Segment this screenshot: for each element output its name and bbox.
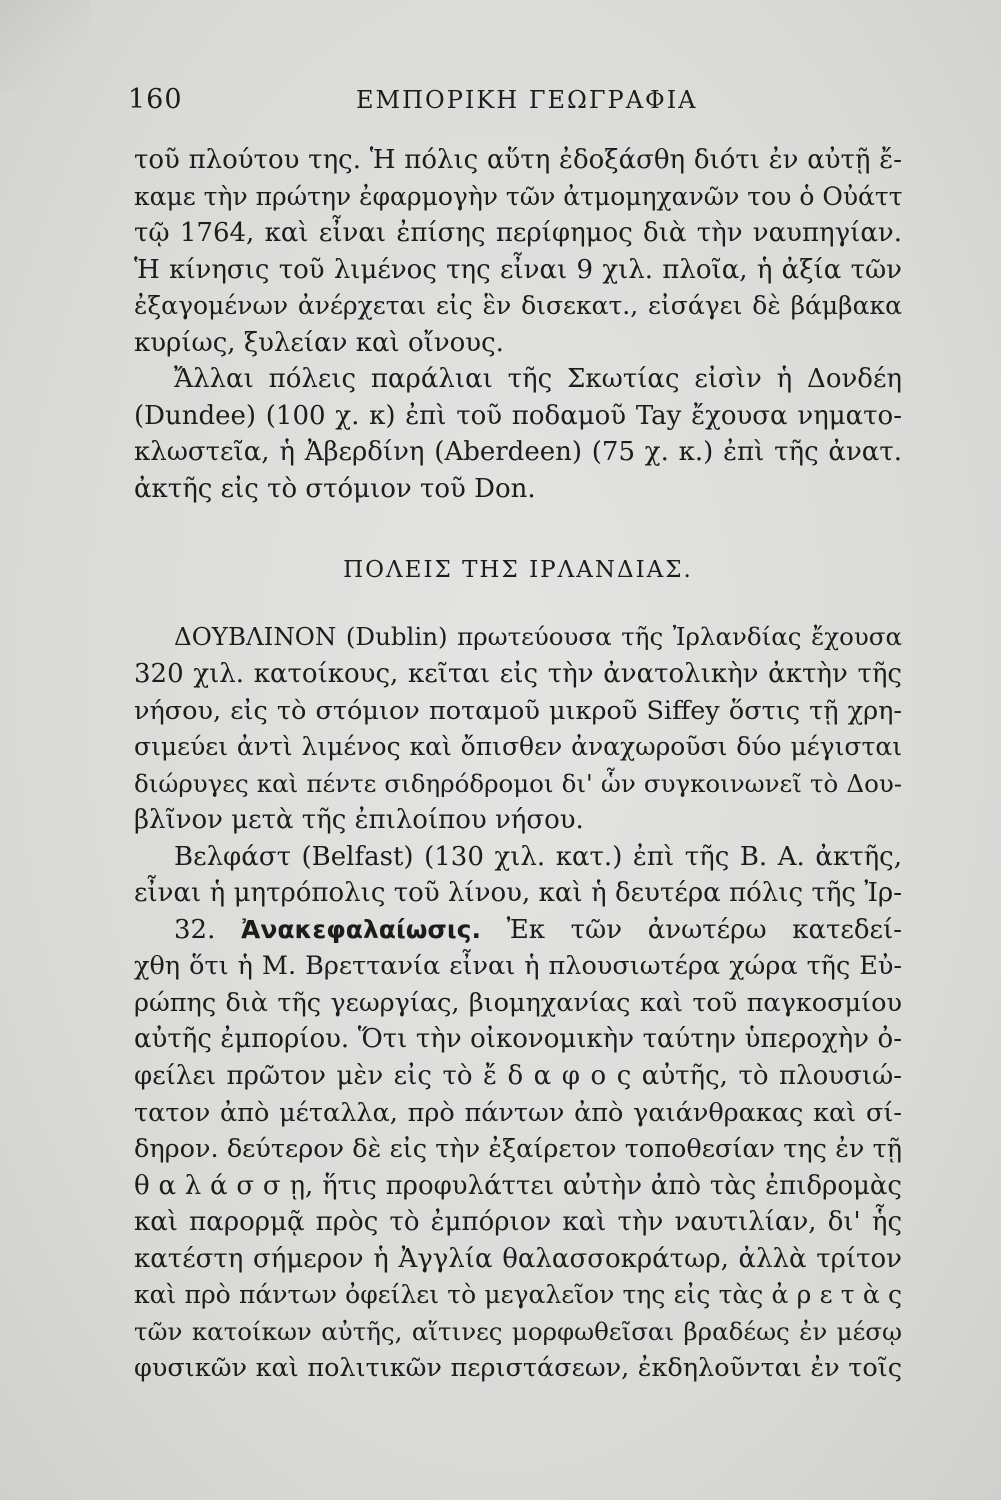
text-line [134,912,902,949]
running-head [128,84,900,124]
section-heading: ΠΟΛΕΙΣ ΤΗΣ ΙΡΛΑΝΔΙΑΣ. [343,557,693,584]
text-line: καμε τὴν πρώτην ἐφαρμογὴν τῶν ἀτμομηχανῶν του ὁ Οὐάττ [134,181,903,211]
text-line: Βελφάστ (Belfast) (130 χιλ. κατ.) ἐπὶ τῆς Β. Α. ἀκτῆς, [174,841,902,872]
paragraph-belfast [134,839,902,912]
paragraph-scottish-cities [134,361,902,507]
text-line: χθη ὅτι ἡ Μ. Βρεττανία εἶναι ἡ πλουσιωτέρα χώρα τῆς Εὐ- [134,951,902,982]
text-line: αὐτῆς ἐμπορίου. Ὅτι τὴν οἰκονομικὴν ταύτην ὑπεροχὴν ὀ- [134,1024,902,1055]
text-line: διώρυγες καὶ πέντε σιδηρόδρομοι δι' ὧν συγκοινωνεῖ τὸ Δου- [134,768,902,798]
text-line: τῶν κατοίκων αὐτῆς, αἵτινες μορφωθεῖσαι βραδέως ἐν μέσῳ [134,1316,902,1346]
text-line: νήσου, εἰς τὸ στόμιον ποταμοῦ μικροῦ Siffey ὅστις τῇ χρη- [134,695,902,726]
text-fragment: Ἐκ τῶν ἀνωτέρω κατεδεί- [506,914,903,945]
body-text [134,142,902,1387]
text-line: (Dundee) (100 χ. κ) ἐπὶ τοῦ ποδαμοῦ Tay ἔχουσα νηματο- [134,400,902,431]
paragraph-summary [134,912,902,1387]
paragraph-glasgow-continued [134,142,902,361]
text-line: εἶναι ἡ μητρόπολις τοῦ λίνου, καὶ ἡ δευτέρα πόλις τῆς Ἰρ- [134,878,902,909]
text-line: θ α λ ά σ σ ῃ, ἥτις προφυλάττει αὐτὴν ἀπὸ τὰς ἐπιδρομὰς [134,1170,902,1201]
text-line: σιμεύει ἀντὶ λιμένος καὶ ὄπισθεν ἀναχωροῦσι δύο μέγισται [134,732,902,762]
text-line: 320 χιλ. κατοίκους, κεῖται εἰς τὴν ἀνατολικὴν ἀκτὴν τῆς [134,659,902,690]
text-line: καὶ παρορμᾷ πρὸς τὸ ἐμπόριον καὶ τὴν ναυτιλίαν, δι' ἧς [134,1207,902,1238]
text-line: τοῦ πλούτου της. Ἡ πόλις αὕτη ἐδοξάσθη διότι ἐν αὐτῇ ἔ- [134,145,902,175]
text-line: ρώπης διὰ τῆς γεωργίας, βιομηχανίας καὶ τοῦ παγκοσμίου [134,987,902,1018]
text-line: δηρον. δεύτερον δὲ εἰς τὴν ἐξαίρετον τοποθεσίαν της ἐν τῇ [134,1134,902,1165]
text-line: ἐξαγομένων ἀνέρχεται εἰς ἓν δισεκατ., εἰσάγει δὲ βάμβακα [134,291,902,321]
text-line: τῷ 1764, καὶ εἶναι ἐπίσης περίφημος διὰ τὴν ναυπηγίαν. [134,218,902,249]
running-title: ΕΜΠΟΡΙΚΗ ΓΕΩΓΡΑΦΙΑ [356,86,698,114]
text-line: κατέστη σήμερον ἡ Ἀγγλία θαλασσοκράτωρ, ἀλλὰ τρίτον [134,1243,902,1274]
text-line: κλωστεῖα, ἡ Ἀβερδίνη (Aberdeen) (75 χ. κ.) ἐπὶ τῆς ἀνατ. [134,437,902,468]
text-line: κυρίως, ξυλείαν καὶ οἴνους. [134,327,504,358]
text-line: καὶ πρὸ πάντων ὀφείλει τὸ μεγαλεῖον της εἰς τὰς ἀ ρ ε τ ὰ ς [134,1280,902,1310]
text-line: ΔΟΥΒΛΙΝΟΝ (Dublin) πρωτεύουσα τῆς Ἰρλανδίας ἔχουσα [174,622,902,652]
paragraph-dublin [134,619,902,838]
summary-term: Ἀνακεφαλαίωσις. [241,914,481,944]
text-line: Ἄλλαι πόλεις παράλιαι τῆς Σκωτίας εἰσὶν ἡ Δονδέη [174,364,902,395]
text-line: φείλει πρῶτον μὲν εἰς τὸ ἔ δ α φ ο ς αὐτῆς, τὸ πλουσιώ- [134,1061,902,1092]
text-line: τατον ἀπὸ μέταλλα, πρὸ πάντων ἀπὸ γαιάνθρακας καὶ σί- [134,1097,902,1128]
page-number: 160 [128,84,183,115]
text-line: φυσικῶν καὶ πολιτικῶν περιστάσεων, ἐκδηλοῦνται ἐν τοῖς [134,1353,902,1384]
text-line: βλῖνον μετὰ τῆς ἐπιλοίπου νήσου. [134,805,584,836]
text-line: ἀκτῆς εἰς τὸ στόμιον τοῦ Don. [134,473,536,504]
page-corner-shadow [0,0,90,90]
paragraph-number: 32. [174,914,216,945]
text-line: Ἡ κίνησις τοῦ λιμένος της εἶναι 9 χιλ. πλοῖα, ἡ ἀξία τῶν [134,254,902,285]
